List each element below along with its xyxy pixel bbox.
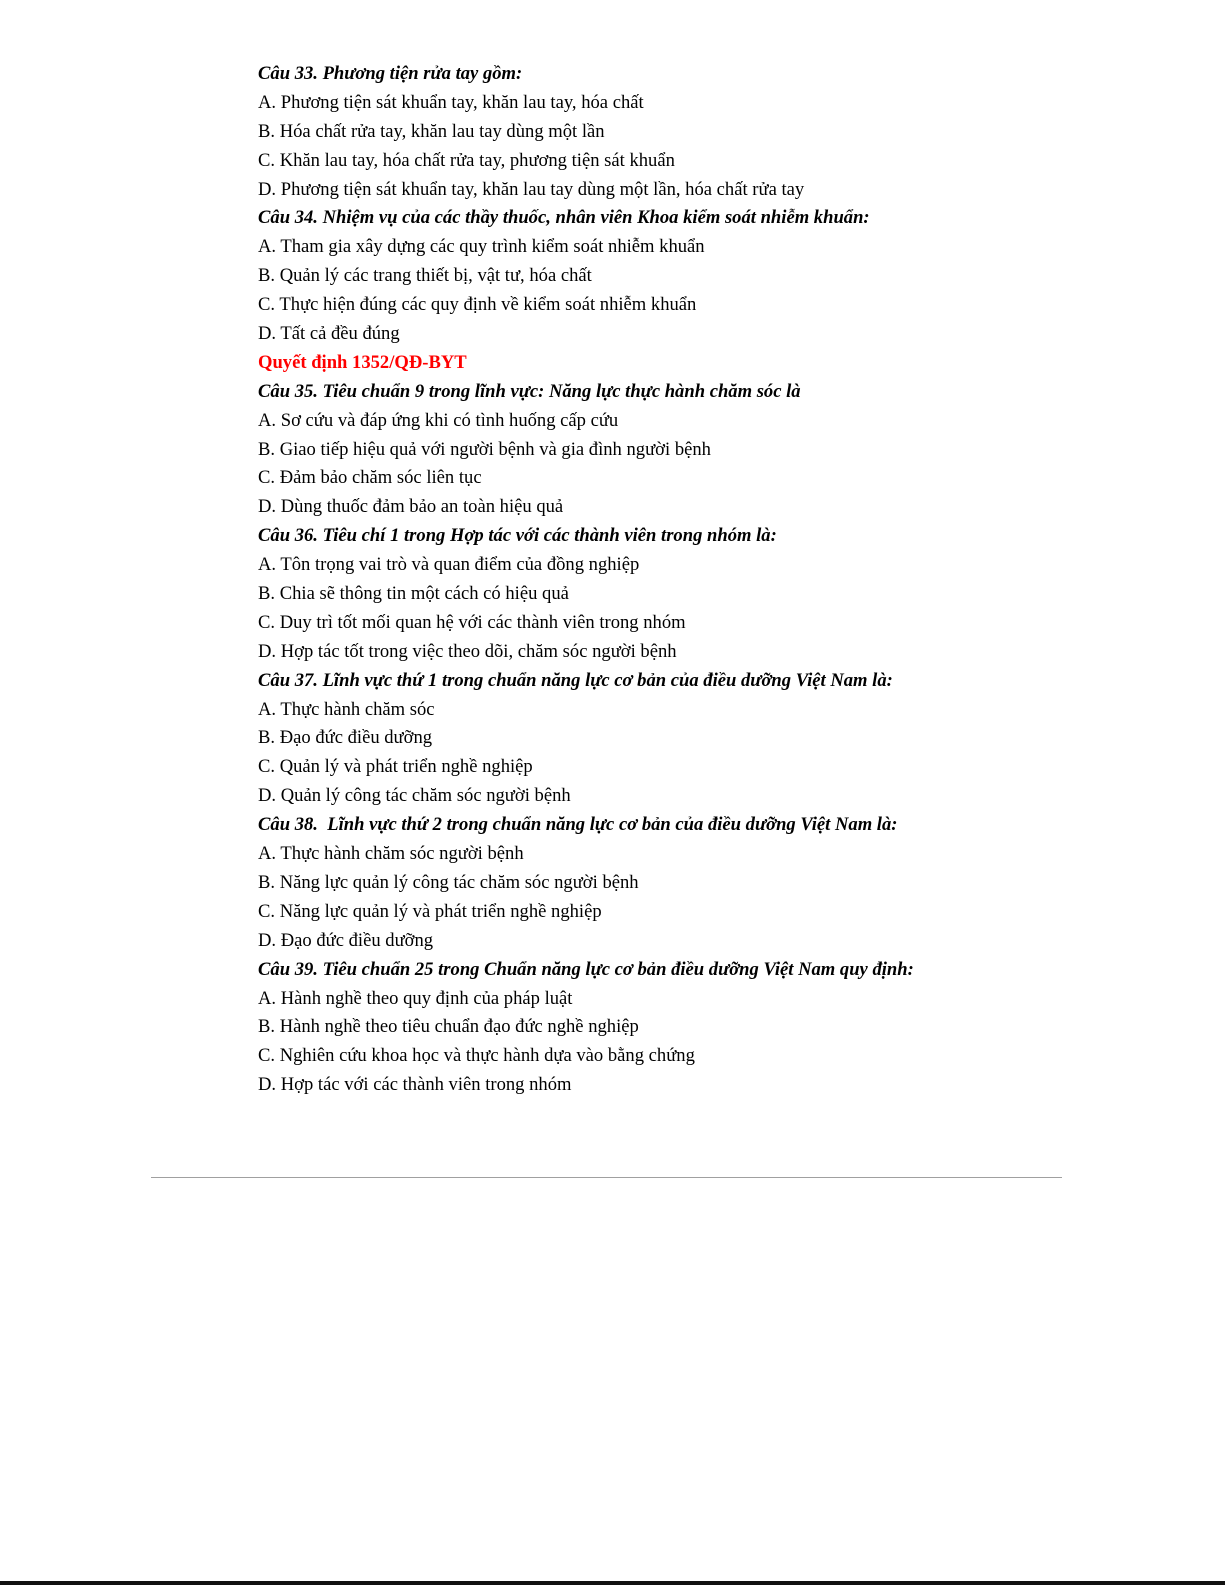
option-38-a: A. Thực hành chăm sóc người bệnh bbox=[258, 843, 524, 865]
option-36-b: B. Chia sẽ thông tin một cách có hiệu quả bbox=[258, 583, 569, 605]
option-36-c: C. Duy trì tốt mối quan hệ với các thành viên trong nhóm bbox=[258, 611, 686, 633]
option-37-c: C. Quản lý và phát triển nghề nghiệp bbox=[258, 756, 533, 778]
option-37-d: D. Quản lý công tác chăm sóc người bệnh bbox=[258, 785, 571, 807]
question-36: Câu 36. Tiêu chí 1 trong Hợp tác với các thành viên trong nhóm là: bbox=[258, 525, 777, 547]
option-34-a: A. Tham gia xây dựng các quy trình kiểm soát nhiễm khuẩn bbox=[258, 236, 705, 258]
option-38-d: D. Đạo đức điều dưỡng bbox=[258, 929, 434, 951]
option-35-c: C. Đảm bảo chăm sóc liên tục bbox=[258, 467, 482, 489]
option-33-b: B. Hóa chất rửa tay, khăn lau tay dùng một lần bbox=[258, 120, 605, 142]
section-heading: Quyết định 1352/QĐ-BYT bbox=[258, 351, 467, 373]
option-33-c: C. Khăn lau tay, hóa chất rửa tay, phương tiện sát khuẩn bbox=[258, 149, 675, 171]
question-35: Câu 35. Tiêu chuẩn 9 trong lĩnh vực: Năng lực thực hành chăm sóc là bbox=[258, 380, 801, 402]
question-34: Câu 34. Nhiệm vụ của các thầy thuốc, nhân viên Khoa kiểm soát nhiễm khuẩn: bbox=[258, 207, 870, 229]
page-bottom-edge bbox=[0, 1581, 1225, 1585]
document-content bbox=[258, 60, 1158, 1100]
option-39-c: C. Nghiên cứu khoa học và thực hành dựa vào bằng chứng bbox=[258, 1045, 695, 1067]
option-33-d: D. Phương tiện sát khuẩn tay, khăn lau tay dùng một lần, hóa chất rửa tay bbox=[258, 178, 805, 200]
option-39-b: B. Hành nghề theo tiêu chuẩn đạo đức nghề nghiệp bbox=[258, 1016, 639, 1038]
question-39: Câu 39. Tiêu chuẩn 25 trong Chuẩn năng lực cơ bản điều dưỡng Việt Nam quy định: bbox=[258, 958, 914, 980]
option-36-a: A. Tôn trọng vai trò và quan điểm của đồng nghiệp bbox=[258, 554, 640, 576]
question-33: Câu 33. Phương tiện rửa tay gồm: bbox=[258, 63, 523, 84]
option-37-b: B. Đạo đức điều dưỡng bbox=[258, 727, 433, 749]
option-39-d: D. Hợp tác với các thành viên trong nhóm bbox=[258, 1074, 572, 1096]
question-37: Câu 37. Lĩnh vực thứ 1 trong chuẩn năng lực cơ bản của điều dưỡng Việt Nam là: bbox=[258, 669, 893, 691]
option-35-b: B. Giao tiếp hiệu quả với người bệnh và gia đình người bệnh bbox=[258, 438, 711, 460]
option-35-a: A. Sơ cứu và đáp ứng khi có tình huống cấp cứu bbox=[258, 409, 619, 431]
page-divider bbox=[151, 1177, 1062, 1178]
option-33-a: A. Phương tiện sát khuẩn tay, khăn lau tay, hóa chất bbox=[258, 91, 644, 113]
option-34-d: D. Tất cả đều đúng bbox=[258, 323, 400, 345]
option-38-b: B. Năng lực quản lý công tác chăm sóc người bệnh bbox=[258, 871, 639, 893]
question-38: Câu 38. Lĩnh vực thứ 2 trong chuẩn năng lực cơ bản của điều dưỡng Việt Nam là: bbox=[258, 814, 898, 836]
option-38-c: C. Năng lực quản lý và phát triển nghề nghiệp bbox=[258, 900, 602, 922]
option-39-a: A. Hành nghề theo quy định của pháp luật bbox=[258, 987, 573, 1009]
option-34-c: C. Thực hiện đúng các quy định về kiểm soát nhiễm khuẩn bbox=[258, 294, 697, 316]
option-35-d: D. Dùng thuốc đảm bảo an toàn hiệu quả bbox=[258, 496, 564, 518]
option-34-b: B. Quản lý các trang thiết bị, vật tư, hóa chất bbox=[258, 265, 592, 287]
option-36-d: D. Hợp tác tốt trong việc theo dõi, chăm sóc người bệnh bbox=[258, 640, 677, 662]
option-37-a: A. Thực hành chăm sóc bbox=[258, 698, 435, 720]
